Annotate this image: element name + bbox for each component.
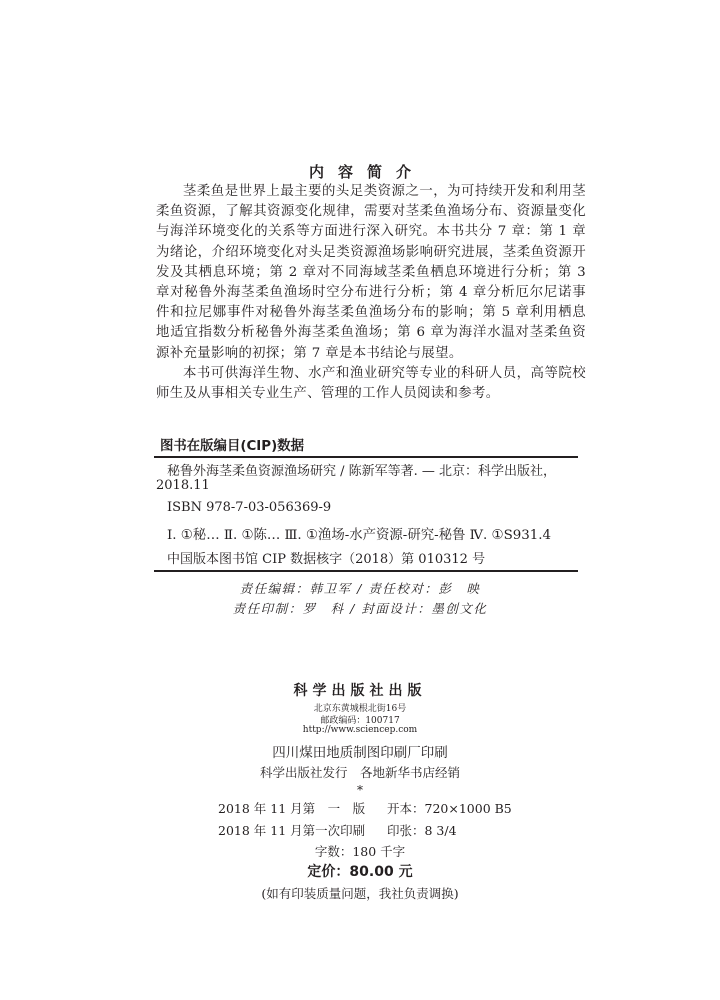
summary-paragraph-2: 本书可供海洋生物、水产和渔业研究等专业的科研人员，高等院校师生及从事相关专业生产、管理的工作人员阅读和参考。 [156, 365, 586, 402]
printer: 四川煤田地质制图印刷厂印刷 [272, 745, 448, 761]
summary-paragraph-1: 茎柔鱼是世界上最主要的头足类资源之一，为可持续开发和利用茎柔鱼资源，了解其资源变化规律，需要对茎柔鱼渔场分布、资源量变化与海洋环境变化的关系等方面进行深入研究。本书共分 7 章：第 1 章为绪论，介绍环境变化对头足类资源渔场影响研究进展，茎柔鱼资源开发及其栖息环境；第 2 章对不同海域茎柔鱼栖息环境进行分析；第 3 章对秘鲁外海茎柔鱼渔场时空分布进行分析；第 4 章分析厄尔尼诺事件和拉尼娜事件对秘鲁外海茎柔鱼渔场分布的影响；第 5 章利用栖息地适宜指数分析秘鲁外海茎柔鱼渔场；第 6 章为海洋水温对茎柔鱼资源补充量影响的初探；第 7 章是本书结论与展望。 [156, 184, 586, 361]
imprint-word-count: 字数：180 千字 [314, 844, 406, 859]
imprint-edition: 2018 年 11 月第 一 版 [218, 801, 366, 816]
imprint-printing: 2018 年 11 月第一次印刷 [218, 823, 366, 838]
imprint-note: (如有印装质量问题，我社负责调换) [261, 886, 459, 901]
cip-library-record: 中国版本图书馆 CIP 数据核字（2018）第 010312 号 [167, 552, 486, 567]
summary-body [156, 182, 586, 404]
publisher-website: http://www.sciencep.com [302, 725, 418, 735]
imprint-sheets: 印张：8 3/4 [387, 823, 457, 838]
publisher-postcode: 邮政编码：100717 [320, 716, 400, 726]
cip-heading: 图书在版编目(CIP)数据 [160, 439, 304, 454]
imprint-format: 开本：720×1000 B5 [387, 801, 512, 816]
publisher-address: 北京东黄城根北街16号 [313, 704, 407, 714]
credits-editors: 责任编辑：韩卫军 / 责任校对：彭 映 [239, 581, 481, 596]
publisher-name: 科学出版社出版 [293, 683, 427, 699]
imprint-price: 定价：80.00 元 [307, 864, 413, 880]
cip-date-line: 2018.11 [156, 478, 210, 493]
separator-star: * [357, 783, 363, 797]
summary-title: 内容简介 [308, 163, 425, 181]
cip-title-line: 秘鲁外海茎柔鱼资源渔场研究 / 陈新军等著. — 北京：科学出版社， [167, 464, 557, 479]
cip-top-rule [154, 456, 578, 458]
distribution: 科学出版社发行 各地新华书店经销 [259, 765, 460, 780]
cip-classification: Ⅰ. ①秘… Ⅱ. ①陈… Ⅲ. ①渔场-水产资源-研究-秘鲁 Ⅳ. ①S931.4 [167, 528, 552, 543]
credits-production: 责任印制：罗 科 / 封面设计：墨创文化 [232, 601, 488, 616]
cip-isbn: ISBN 978-7-03-056369-9 [167, 500, 332, 515]
cip-bottom-rule [154, 570, 578, 572]
